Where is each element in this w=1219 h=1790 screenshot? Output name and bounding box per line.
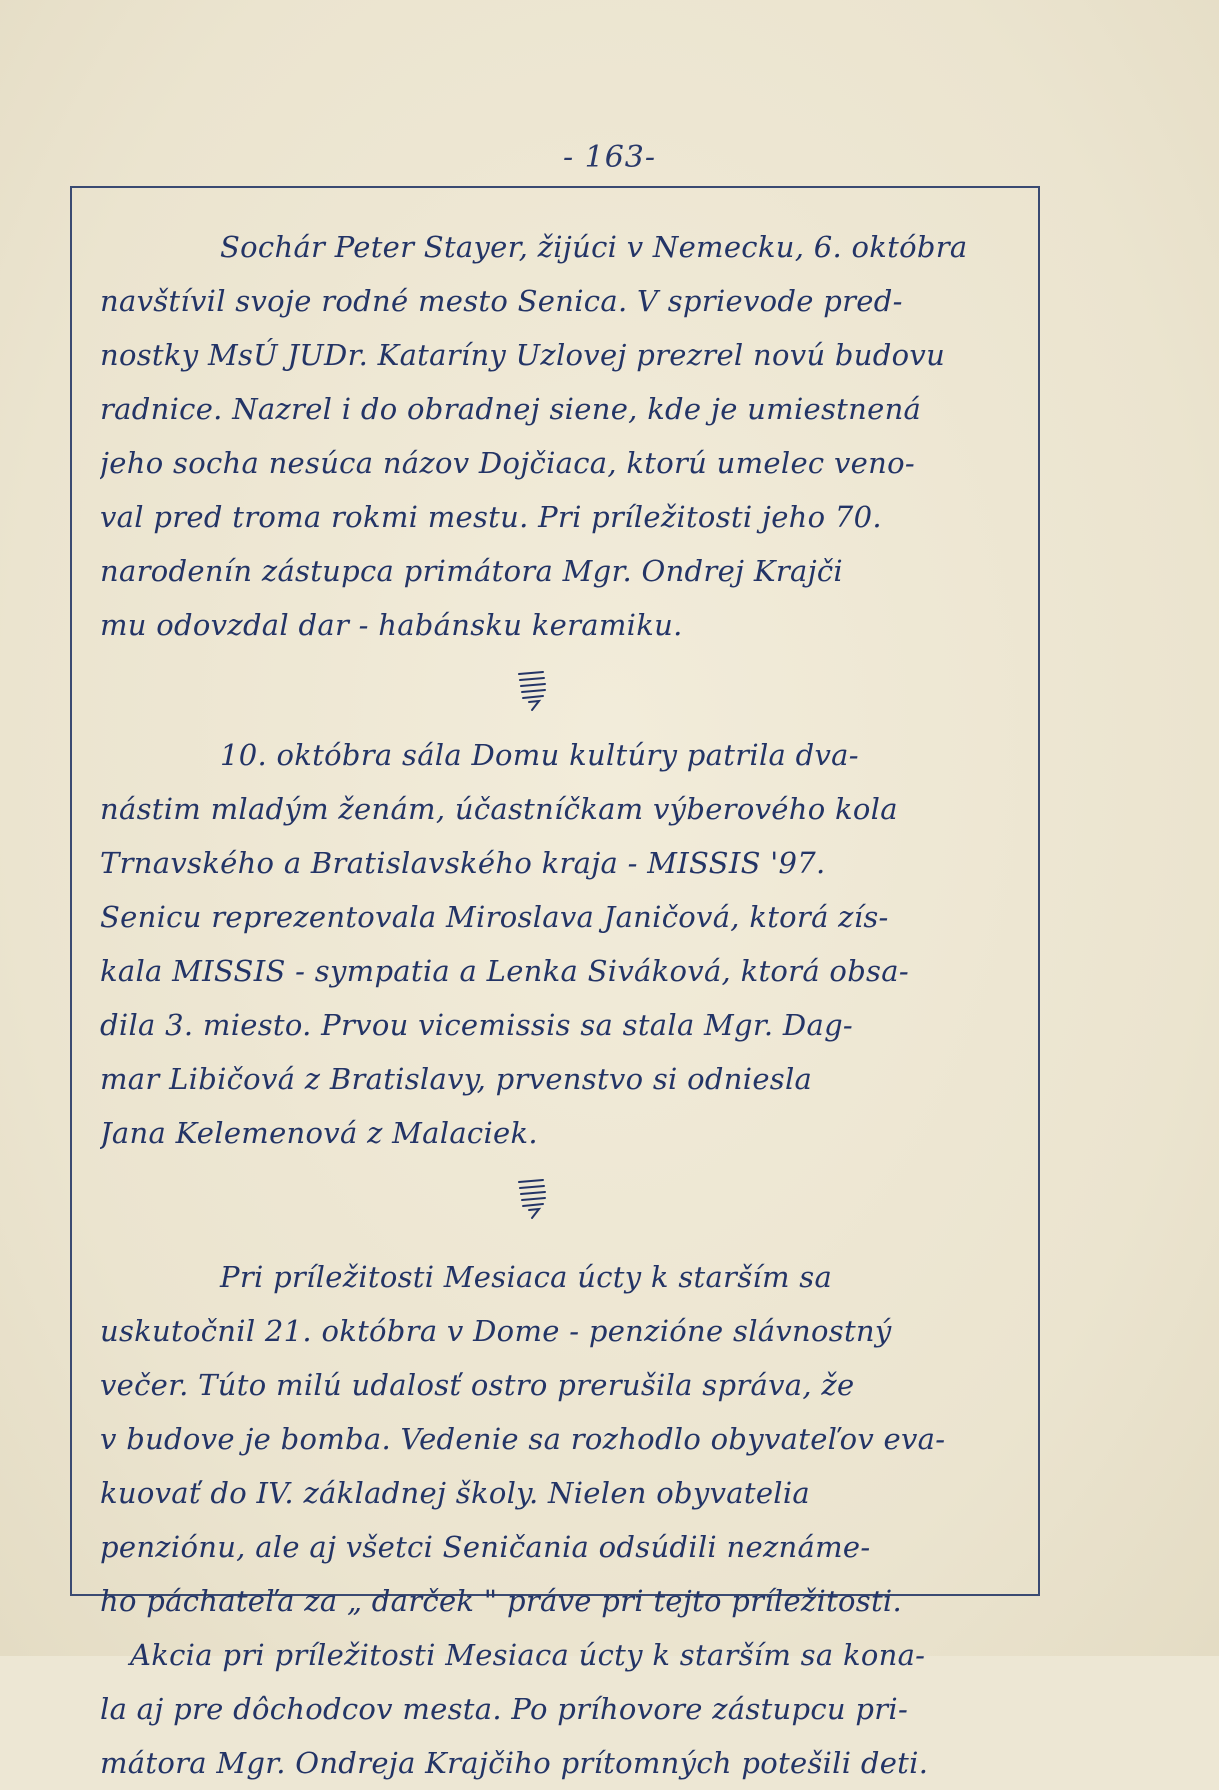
text-line: val pred troma rokmi mestu. Pri príležitosti jeho 70. — [100, 500, 882, 534]
text-line: Sochár Peter Stayer, žijúci v Nemecku, 6. októbra — [220, 230, 968, 264]
text-line: Pri príležitosti Mesiaca úcty k starším sa — [220, 1260, 833, 1294]
separator-squiggle-icon — [515, 1176, 549, 1222]
text-line: 10. októbra sála Domu kultúry patrila dva- — [220, 738, 859, 772]
text-line: penziónu, ale aj všetci Seničania odsúdili neznáme- — [100, 1530, 871, 1564]
text-line: mátora Mgr. Ondreja Krajčiho prítomných potešili deti. — [100, 1746, 929, 1780]
text-line: v budove je bomba. Vedenie sa rozhodlo obyvateľov eva- — [100, 1422, 946, 1456]
separator-squiggle-icon — [515, 668, 549, 714]
text-line: kala MISSIS - sympatia a Lenka Siváková, ktorá obsa- — [100, 954, 909, 988]
text-line: mar Libičová z Bratislavy, prvenstvo si odniesla — [100, 1062, 813, 1096]
text-line: la aj pre dôchodcov mesta. Po príhovore zástupcu pri- — [100, 1692, 909, 1726]
text-line: dila 3. miesto. Prvou vicemissis sa stala Mgr. Dag- — [100, 1008, 854, 1042]
text-line: Senicu reprezentovala Miroslava Janičová, ktorá zís- — [100, 900, 889, 934]
text-line: večer. Túto milú udalosť ostro prerušila správa, že — [100, 1368, 855, 1402]
text-line: Trnavského a Bratislavského kraja - MISSIS '97. — [100, 846, 826, 880]
section-separator — [100, 1160, 1040, 1236]
handwritten-text-area — [100, 220, 1040, 1790]
text-line: navštívil svoje rodné mesto Senica. V sprievode pred- — [100, 284, 903, 318]
paragraph-missis-97 — [100, 728, 1040, 1160]
text-line: Akcia pri príležitosti Mesiaca úcty k starším sa kona- — [130, 1638, 926, 1672]
text-line: narodenín zástupca primátora Mgr. Ondrej Krajči — [100, 554, 843, 588]
page-number: - 163- — [562, 140, 657, 175]
section-separator — [100, 652, 1040, 728]
paragraph-sculptor-visit — [100, 220, 1040, 652]
text-line: nostky MsÚ JUDr. Kataríny Uzlovej prezrel novú budovu — [100, 338, 946, 372]
text-line: ho páchateľa za „ darček " práve pri tejto príležitosti. — [100, 1584, 903, 1618]
text-line: kuovať do IV. základnej školy. Nielen obyvatelia — [100, 1476, 811, 1510]
text-line: Jana Kelemenová z Malaciek. — [100, 1116, 538, 1150]
paragraph-month-of-respect — [100, 1250, 1040, 1790]
text-line: uskutočnil 21. októbra v Dome - penzióne slávnostný — [100, 1314, 892, 1348]
spacer — [100, 1236, 1040, 1250]
text-line: mu odovzdal dar - habánsku keramiku. — [100, 608, 683, 642]
text-line: nástim mladým ženám, účastníčkam výberového kola — [100, 792, 898, 826]
text-line: jeho socha nesúca názov Dojčiaca, ktorú umelec veno- — [100, 446, 915, 480]
text-line: radnice. Nazrel i do obradnej siene, kde je umiestnená — [100, 392, 922, 426]
